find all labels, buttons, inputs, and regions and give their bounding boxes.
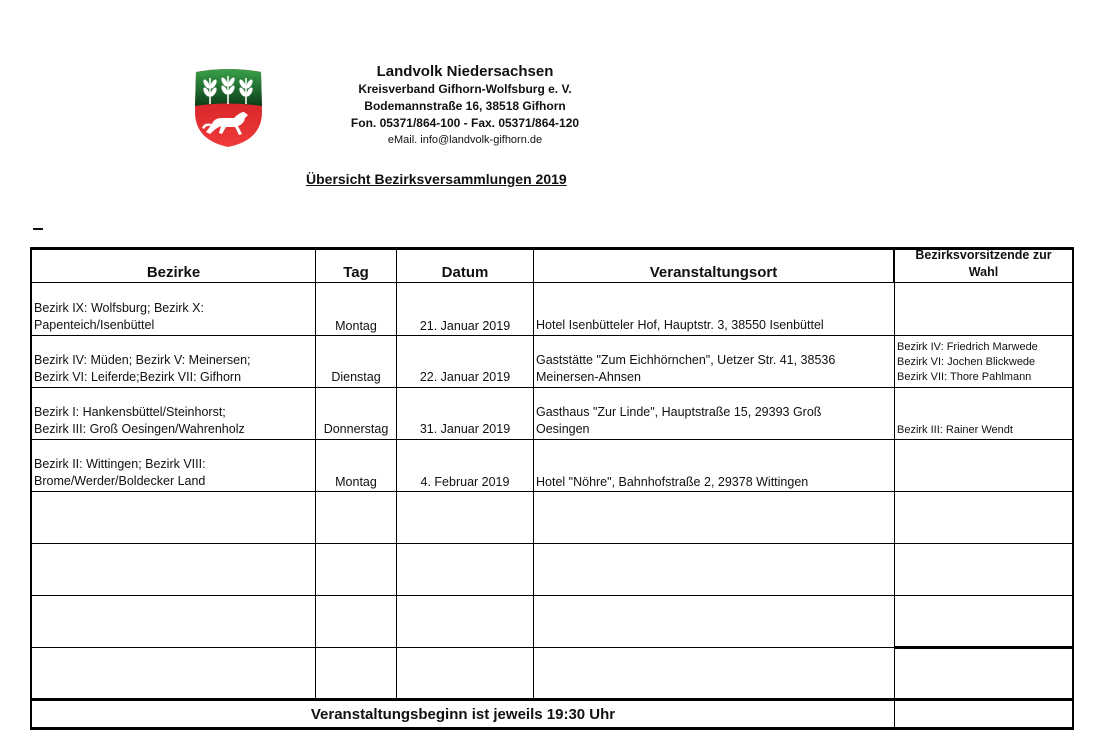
- letterhead: [300, 62, 630, 148]
- row1-tag: Montag: [335, 319, 377, 333]
- landvolk-logo-icon: [192, 68, 265, 148]
- document-title: Übersicht Bezirksversammlungen 2019: [306, 171, 567, 187]
- header-veranstaltungsort: Veranstaltungsort: [649, 264, 778, 281]
- bezirke-line1: Bezirk IX: Wolfsburg; Bezirk X:: [34, 301, 204, 315]
- table-border-left: [30, 247, 32, 730]
- meetings-table: [30, 247, 1074, 729]
- ort-line1: [536, 300, 892, 317]
- table-border-bottom: [30, 727, 1074, 730]
- row3-vorsitzende: Bezirk III: Rainer Wendt: [897, 424, 1013, 436]
- row3-bezirke: [34, 404, 314, 438]
- org-branch: Kreisverband Gifhorn-Wolfsburg e. V.: [358, 82, 572, 96]
- row-divider: [30, 595, 1074, 596]
- row-divider: [30, 647, 894, 648]
- row3-ort: [536, 404, 892, 438]
- row2-bezirke: [34, 352, 314, 386]
- row3-tag: Donnerstag: [323, 422, 389, 436]
- row2-tag: Dienstag: [331, 370, 381, 384]
- header-vorsitzende-line1: Bezirksvorsitzende zur: [915, 248, 1052, 262]
- row2-vorsitzende: [897, 340, 1071, 385]
- org-address: Bodemannstraße 16, 38518 Gifhorn: [364, 99, 566, 113]
- header-tag: Tag: [343, 264, 369, 281]
- row-divider: [30, 543, 1074, 544]
- bezirke-line2: Papenteich/Isenbüttel: [34, 318, 155, 332]
- header-vorsitzende-line2: Wahl: [968, 265, 999, 279]
- ort-line2: Oesingen: [536, 422, 590, 436]
- vorsitzende-line2: Bezirk VI: Jochen Blickwede: [897, 356, 1036, 368]
- bezirke-line2: Bezirk VI: Leiferde;Bezirk VII: Gifhorn: [34, 370, 242, 384]
- col-divider: [315, 247, 316, 699]
- ort-line1: Gasthaus "Zur Linde", Hauptstraße 15, 29393 Groß: [536, 405, 822, 419]
- header-vorsitzende: [895, 247, 1072, 281]
- row4-ort: Hotel "Nöhre", Bahnhofstraße 2, 29378 Wittingen: [536, 475, 809, 489]
- row1-datum: 21. Januar 2019: [419, 319, 511, 333]
- bezirke-line1: Bezirk I: Hankensbüttel/Steinhorst;: [34, 405, 226, 419]
- row-divider: [30, 491, 1074, 492]
- ort-line2: Meinersen-Ahnsen: [536, 370, 641, 384]
- row4-tag: Montag: [335, 475, 377, 489]
- row4-bezirke: [34, 456, 314, 490]
- ort-line2: Hotel Isenbütteler Hof, Hauptstr. 3, 38550 Isenbüttel: [536, 318, 824, 332]
- col-divider: [533, 247, 534, 699]
- col-divider: [396, 247, 397, 699]
- footer-divider: [30, 698, 1074, 701]
- row-divider: [30, 335, 1074, 336]
- header-datum: Datum: [441, 264, 489, 281]
- header-divider: [30, 282, 1074, 283]
- vorsitzende-line1: Bezirk IV: Friedrich Marwede: [897, 341, 1038, 353]
- start-time-note: Veranstaltungsbeginn ist jeweils 19:30 Uhr: [310, 706, 616, 723]
- ort-line1: Gaststätte "Zum Eichhörnchen", Uetzer Str. 41, 38536: [536, 353, 836, 367]
- row3-datum: 31. Januar 2019: [419, 422, 511, 436]
- row1-bezirke: [34, 300, 314, 334]
- vorsitzende-line3: Bezirk VII: Thore Pahlmann: [897, 371, 1032, 383]
- row4-datum: 4. Februar 2019: [420, 475, 510, 489]
- col-divider: [894, 283, 895, 730]
- header-bezirke: Bezirke: [146, 264, 201, 281]
- bezirke-line2: Brome/Werder/Boldecker Land: [34, 474, 206, 488]
- row1-ort: [536, 300, 892, 334]
- row2-ort: [536, 352, 892, 386]
- row-divider-thick: [894, 646, 1074, 649]
- org-phone-fax: Fon. 05371/864-100 - Fax. 05371/864-120: [350, 116, 580, 130]
- bezirke-line1: Bezirk IV: Müden; Bezirk V: Meinersen;: [34, 353, 251, 367]
- dash-mark: [33, 228, 43, 230]
- row2-datum: 22. Januar 2019: [419, 370, 511, 384]
- org-email: eMail. info@landvolk-gifhorn.de: [387, 134, 543, 146]
- table-border-right: [1072, 247, 1074, 730]
- row-divider: [30, 439, 1074, 440]
- bezirke-line2: Bezirk III: Groß Oesingen/Wahrenholz: [34, 422, 245, 436]
- row-divider: [30, 387, 1074, 388]
- bezirke-line1: Bezirk II: Wittingen; Bezirk VIII:: [34, 457, 206, 471]
- org-name: Landvolk Niedersachsen: [376, 63, 554, 80]
